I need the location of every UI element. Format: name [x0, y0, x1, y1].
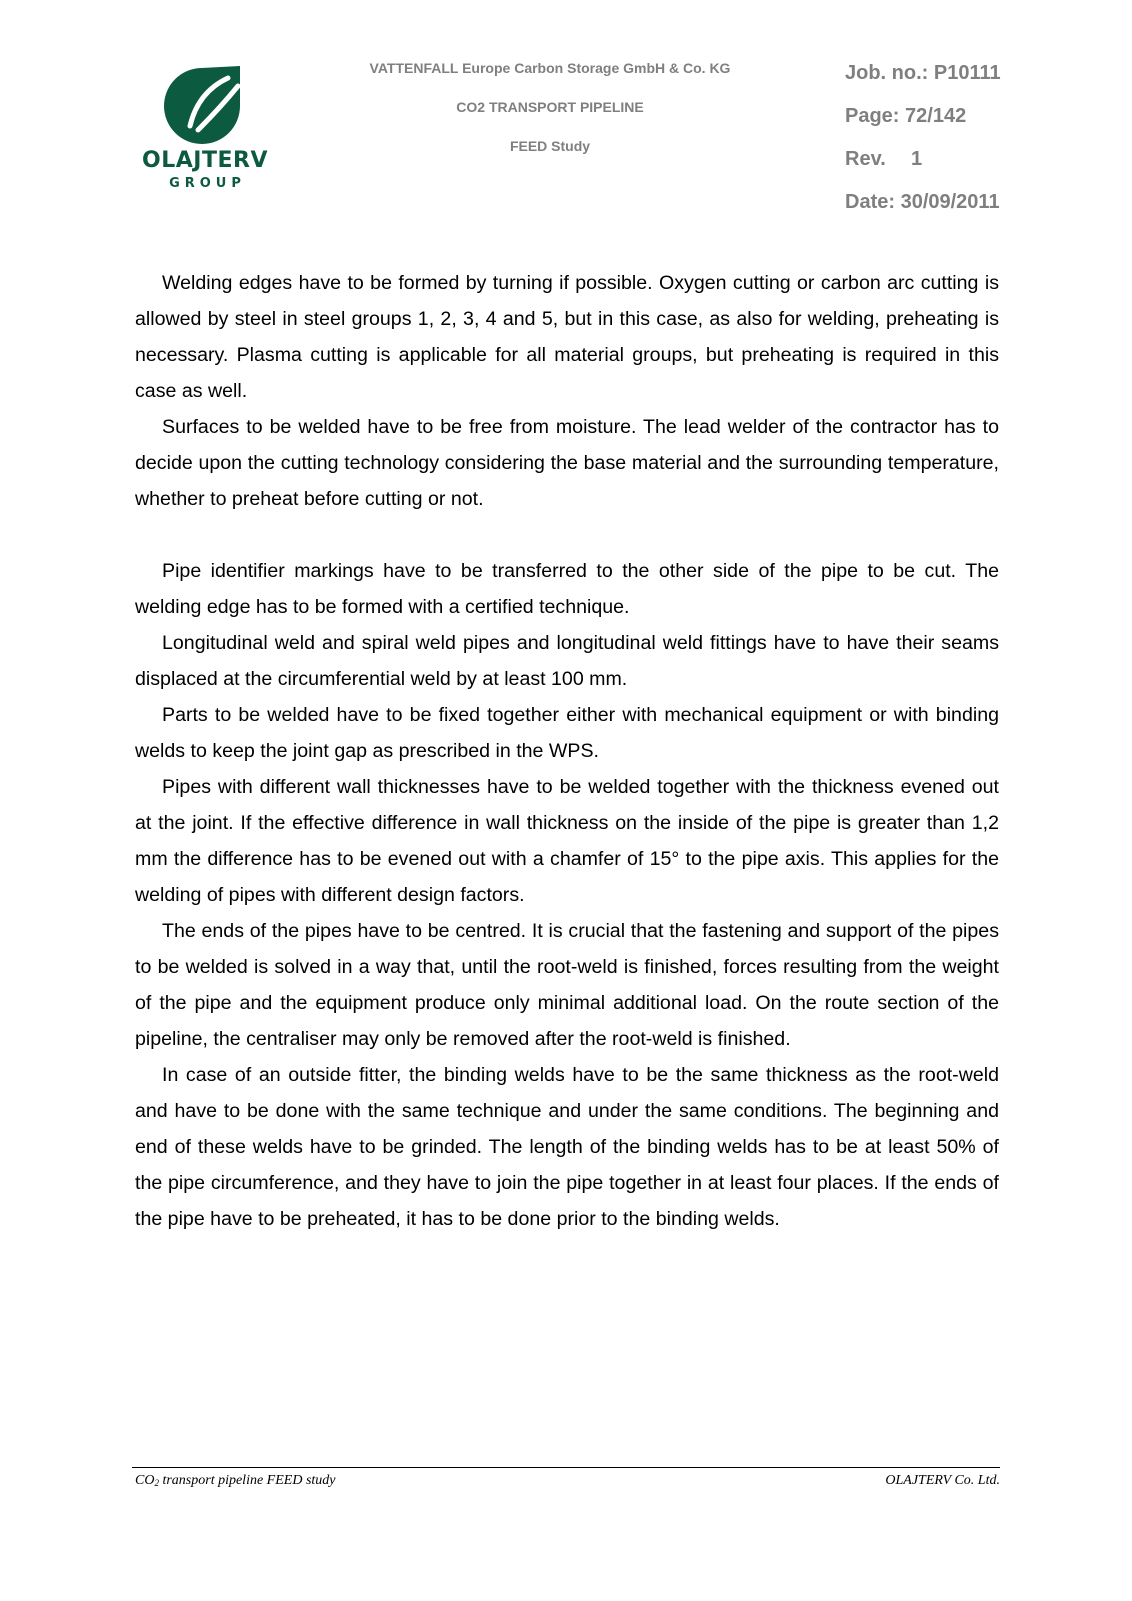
footer-document-title: $CO_2$ transport pipeline FEED study	[135, 1473, 336, 1488]
rev-label: Rev.	[845, 148, 886, 170]
paragraph: Surfaces to be welded have to be free from moisture. The lead welder of the contractor has to decide upon the cutting technology considering the base material and the surrounding temperature, whether to preheat before cutting or not.	[135, 416, 999, 510]
document-meta	[845, 62, 1001, 234]
paragraph: Pipes with different wall thicknesses have to be welded together with the thickness evened out at the joint. If the effective difference in wall thickness on the inside of the pipe is greater than 1,2 mm the difference has to be evened out with a chamfer of 15° to the pipe axis. This applies for the welding of pipes with different design factors.	[135, 776, 999, 906]
logo-group: GROUP	[169, 176, 246, 191]
paragraph: Parts to be welded have to be fixed together either with mechanical equipment or with binding welds to keep the joint gap as prescribed in the WPS.	[135, 704, 999, 762]
paragraph: The ends of the pipes have to be centred. It is crucial that the fastening and support of the pipes to be welded is solved in a way that, until the root-weld is finished, forces resulting from the weight of the pipe and the equipment produce only minimal additional load. On the route section of the pipeline, the centraliser may only be removed after the root-weld is finished.	[135, 920, 999, 1050]
study-name: FEED Study	[509, 138, 591, 154]
footer-company: OLAJTERV Co. Ltd.	[885, 1473, 1000, 1488]
page-label: Page:	[845, 105, 900, 127]
body-text	[135, 265, 999, 1237]
page-value: 72/142	[905, 105, 967, 127]
paragraph: Pipe identifier markings have to be transferred to the other side of the pipe to be cut. The welding edge has to be formed with a certified technique.	[135, 560, 999, 618]
document-date	[845, 191, 1001, 234]
project-name: CO2 TRANSPORT PIPELINE	[456, 99, 644, 115]
paragraph: Longitudinal weld and spiral weld pipes and longitudinal weld fittings have to have their seams displaced at the circumferential weld by at least 100 mm.	[135, 632, 999, 690]
paragraph: In case of an outside fitter, the binding welds have to be the same thickness as the root-weld and have to be done with the same technique and under the same conditions. The beginning and end of these welds have to be grinded. The length of the binding welds has to be at least 50% of the pipe circumference, and they have to join the pipe together in at least four places. If the ends of the pipe have to be preheated, it has to be done prior to the binding welds.	[135, 1064, 999, 1230]
logo-name: OLAJTERV	[142, 148, 268, 173]
company-name: VATTENFALL Europe Carbon Storage GmbH & Co. KG	[369, 60, 731, 76]
date-label: Date:	[845, 191, 896, 213]
job-label: Job. no.:	[845, 62, 929, 84]
job-value: P10111	[933, 62, 1001, 84]
date-value: 30/09/2011	[900, 191, 1000, 213]
job-number	[845, 62, 1001, 105]
rev-value: 1	[911, 148, 923, 170]
revision	[845, 148, 1001, 191]
olajterv-leaf-icon	[140, 64, 270, 144]
paragraph: Welding edges have to be formed by turning if possible. Oxygen cutting or carbon arc cutting is allowed by steel in steel groups 1, 2, 3, 4 and 5, but in this case, as also for welding, preheating is necessary. Plasma cutting is applicable for all material groups, but preheating is required in this case as well.	[135, 272, 999, 402]
company-logo	[140, 64, 270, 194]
page-number	[845, 105, 1001, 148]
footer-divider	[132, 1467, 1000, 1468]
header-title-block	[300, 60, 800, 177]
